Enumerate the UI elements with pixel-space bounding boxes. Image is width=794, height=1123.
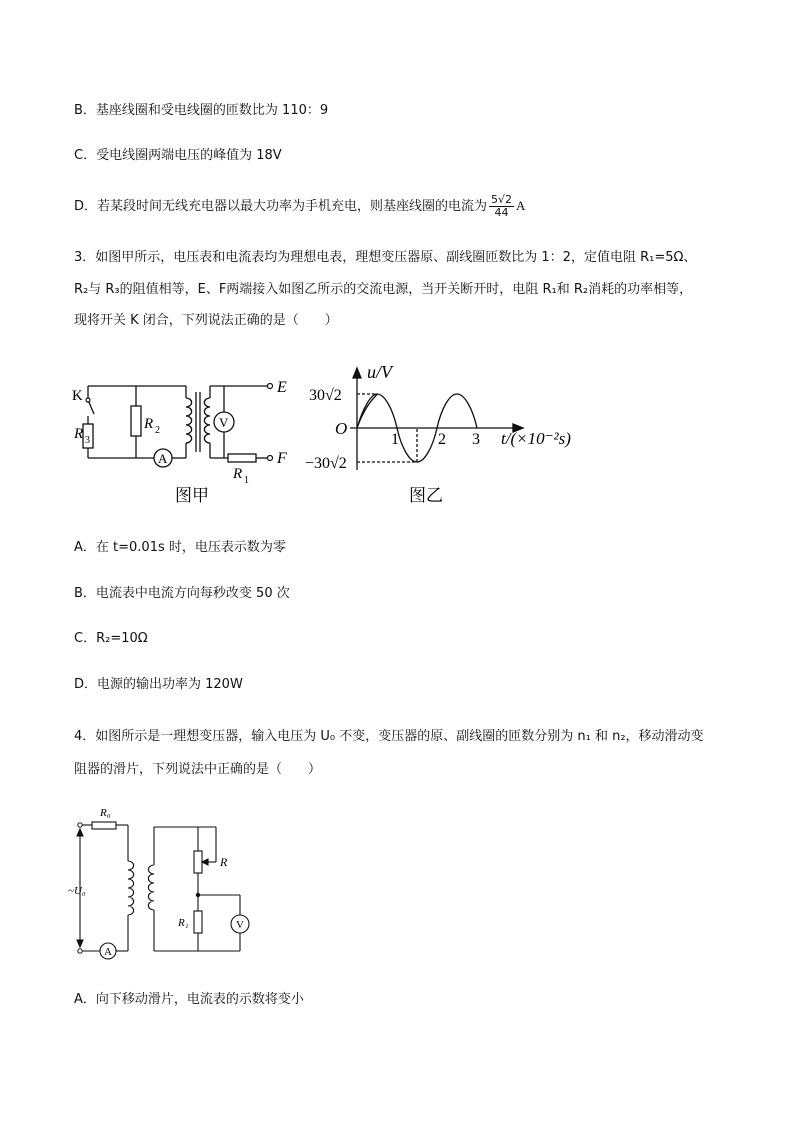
- fraction-numerator: 5√2: [491, 193, 513, 206]
- label-R1: R₁: [178, 917, 189, 929]
- q2-option-d: [74, 194, 525, 219]
- label-R: R: [220, 855, 228, 869]
- label-U0: ~U₀: [68, 885, 86, 897]
- y-min-label: −30√2: [305, 455, 347, 472]
- q2-option-b: B．基座线圈和受电线圈的匝数比为 110：9: [74, 103, 329, 118]
- q3-waveform-figure: [305, 362, 595, 512]
- q4-circuit-figure: [68, 803, 268, 968]
- label-K: K: [72, 388, 83, 404]
- y-max-label: 30√2: [309, 387, 342, 404]
- fraction-denominator: 44: [494, 206, 509, 219]
- q3-circuit-figure: [70, 370, 310, 510]
- q4-stem-line1: 4．如图所示是一理想变压器，输入电压为 U₀ 不变，变压器的原、副线圈的匝数分别为 n₁ 和 n₂，移动滑动变: [74, 729, 704, 744]
- q2-option-c: C．受电线圈两端电压的峰值为 18V: [74, 148, 282, 163]
- q3-option-c: C．R₂=10Ω: [74, 631, 148, 646]
- q3-option-b: B．电流表中电流方向每秒改变 50 次: [74, 586, 290, 601]
- voltmeter-label: V: [236, 919, 244, 931]
- ammeter-label: A: [158, 451, 168, 466]
- label-R0: R₀: [100, 807, 111, 819]
- x-tick-2: 2: [438, 431, 446, 448]
- unit-ampere: A: [516, 198, 526, 213]
- label-R3: R: [74, 426, 84, 442]
- q3-stem-line1: 3．如图甲所示，电压表和电流表均为理想电表，理想变压器原、副线圈匝数比为 1：2，定值电阻 R₁=5Ω、: [74, 250, 697, 265]
- ammeter-label: A: [104, 946, 112, 958]
- q4-stem-line2: 阻器的滑片，下列说法中正确的是（ ）: [74, 762, 322, 777]
- label-R1-sub: 1: [244, 475, 249, 486]
- label-R1: R: [233, 466, 243, 482]
- q3-option-a: A．在 t=0.01s 时，电压表示数为零: [74, 540, 286, 555]
- label-R3-sub: 3: [85, 435, 90, 446]
- figure-caption-yi: 图乙: [409, 486, 443, 506]
- x-tick-3: 3: [472, 431, 480, 448]
- q2-option-d-text: D．若某段时间无线充电器以最大功率为手机充电，则基座线圈的电流为: [74, 199, 488, 214]
- current-fraction: [489, 194, 514, 219]
- voltmeter-label: V: [219, 415, 229, 430]
- terminal-F: F: [277, 450, 287, 467]
- label-R2-sub: 2: [155, 425, 160, 436]
- y-axis-label: u/V: [367, 362, 392, 382]
- x-axis-label: t/(×10⁻²s): [501, 429, 571, 448]
- figure-caption-jia: 图甲: [175, 486, 209, 506]
- label-R2: R: [144, 416, 154, 432]
- q3-stem-line2: R₂与 R₃的阻值相等，E、F两端接入如图乙所示的交流电源，当开关断开时，电阻 R₁和 R₂消耗的功率相等，: [74, 282, 693, 297]
- terminal-E: E: [277, 379, 287, 396]
- q3-option-d: D．电源的输出功率为 120W: [74, 677, 243, 692]
- q3-stem-line3: 现将开关 K 闭合，下列说法正确的是（ ）: [74, 313, 338, 328]
- origin-label: O: [335, 419, 348, 438]
- x-tick-1: 1: [391, 431, 399, 448]
- q4-option-a: A．向下移动滑片，电流表的示数将变小: [74, 992, 304, 1007]
